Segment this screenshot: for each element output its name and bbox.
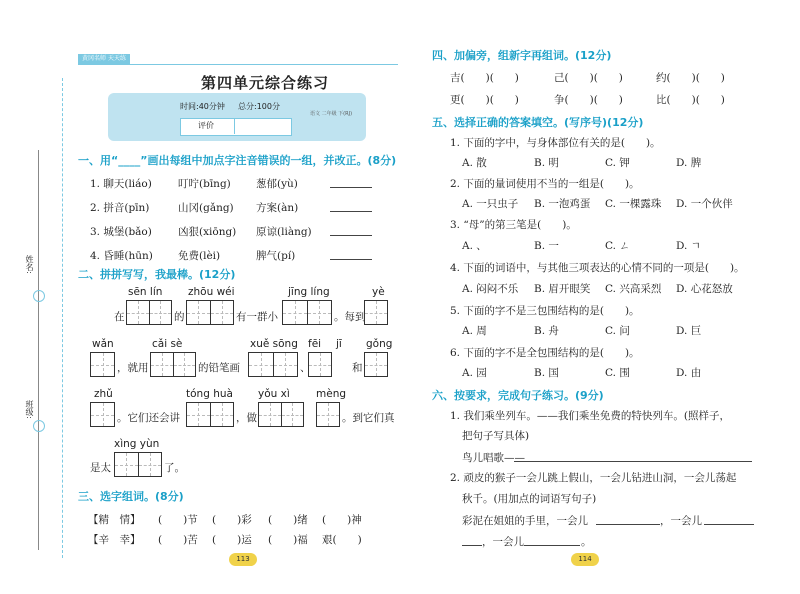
s5-option[interactable]: A. 闷闷不乐 (462, 283, 519, 295)
s6-q2-answer-line[interactable] (462, 545, 482, 546)
page-number-left: 113 (229, 553, 257, 566)
s4-cell[interactable]: 约( )( ) (656, 72, 725, 84)
s6-q2-prompt: 彩泥在姐姐的手里，一会儿 (462, 515, 588, 527)
pinyin: yǒu xì (258, 388, 290, 400)
s1-item: 叮咛(bīng) (178, 178, 231, 190)
pinyin: fēi (308, 338, 322, 350)
pinyin: zhǔ (94, 388, 113, 400)
binding-line (38, 150, 39, 550)
pinyin: tóng huà (186, 388, 233, 400)
s5-option[interactable]: C. 钾 (605, 157, 630, 169)
s1-item: 1. 聊天(liáo) (90, 178, 152, 190)
section-5-heading: 五、选择正确的答案填空。(写序号)(12分) (432, 116, 644, 129)
s5-option[interactable]: C. 兴高采烈 (605, 283, 662, 295)
s1-item: 免费(lèi) (178, 250, 221, 262)
binding-strip (20, 78, 63, 558)
header-rule (78, 64, 398, 65)
s3-cell[interactable]: ( )节 (158, 514, 198, 526)
s1-answer-line[interactable] (330, 235, 372, 236)
s5-option[interactable]: D. 巨 (676, 325, 702, 337)
s2-text: ，做 (236, 412, 257, 424)
s5-option[interactable]: A. 散 (462, 157, 487, 169)
s2-text: 在 (114, 311, 125, 323)
s3-cell[interactable]: ( )神 (322, 514, 362, 526)
s6-q2-answer-line[interactable] (524, 545, 580, 546)
s5-option[interactable]: B. 明 (534, 157, 559, 169)
header-tag: 黄冈名师 天天练 (78, 54, 130, 64)
s2-text: 和 (352, 362, 363, 374)
s1-item: 3. 城堡(bǎo) (90, 226, 152, 238)
pinyin: xìng yùn (114, 438, 160, 450)
s5-option[interactable]: A. 园 (462, 367, 487, 379)
s5-option[interactable]: D. ㄱ (676, 240, 701, 252)
writing-grid[interactable] (308, 352, 332, 377)
s1-item: 原谅(liàng) (256, 226, 312, 238)
writing-grid[interactable] (282, 300, 332, 325)
s5-option[interactable]: C. 一棵露珠 (605, 198, 662, 210)
s1-answer-line[interactable] (330, 187, 372, 188)
s5-option[interactable]: B. 一 (534, 240, 559, 252)
s2-text: 、 (300, 362, 311, 374)
s2-text: ，就用 (117, 362, 149, 374)
name-label: 姓名: (25, 255, 34, 274)
s6-q2-answer-line[interactable] (596, 524, 660, 525)
s2-text: 的铅笔画 (198, 362, 240, 374)
edition-info: 语文 二年级 下(RJ) (310, 111, 353, 117)
s1-answer-line[interactable] (330, 259, 372, 260)
s6-q1: 把句子写具体) (462, 430, 530, 442)
s3-cell: 【精 情】 (88, 514, 141, 526)
eval-divider (234, 118, 235, 134)
eval-label: 评价 (198, 121, 214, 130)
s5-option[interactable]: D. 心花怒放 (676, 283, 733, 295)
writing-grid[interactable] (364, 300, 388, 325)
s3-cell[interactable]: ( )福 (268, 534, 308, 546)
writing-grid[interactable] (316, 402, 340, 427)
s2-text: 是太 (90, 462, 111, 474)
s2-text: 。每到 (334, 311, 366, 323)
pinyin: sēn lín (128, 286, 163, 298)
pinyin: mèng (316, 388, 347, 400)
score-info: 总分:100分 (238, 102, 280, 111)
binding-hole (33, 420, 45, 432)
s5-question: 6. 下面的字不是全包围结构的是( )。 (450, 347, 640, 359)
s1-item: 山冈(gǎng) (178, 202, 234, 214)
s5-option[interactable]: B. 舟 (534, 325, 559, 337)
writing-grid[interactable] (186, 402, 234, 427)
s1-item: 4. 昏睡(hūn) (90, 250, 153, 262)
class-label: 班级: (25, 400, 34, 419)
writing-grid[interactable] (186, 300, 234, 325)
s5-option[interactable]: D. 一个伙伴 (676, 198, 733, 210)
s5-question: 3. “母”的第三笔是( )。 (450, 219, 577, 231)
section-6-heading: 六、按要求，完成句子练习。(9分) (432, 389, 604, 402)
s2-text: 。到它们真 (342, 412, 395, 424)
writing-grid[interactable] (248, 352, 298, 377)
page-title: 第四单元综合练习 (200, 74, 329, 92)
s1-item: 凶狠(xiōng) (178, 226, 237, 238)
s5-option[interactable]: D. 由 (676, 367, 702, 379)
s5-option[interactable]: A. 周 (462, 325, 487, 337)
pinyin: xuě sōng (250, 338, 298, 350)
s1-item: 2. 拼音(pīn) (90, 202, 150, 214)
pinyin: wǎn (92, 338, 114, 350)
binding-hole (33, 290, 45, 302)
time-info: 时间:40分钟 (180, 102, 225, 111)
section-3-heading: 三、选字组词。(8分) (78, 490, 184, 503)
s6-q2-prompt: ，一会儿 (660, 515, 702, 527)
writing-grid[interactable] (364, 352, 388, 377)
eval-box[interactable] (180, 118, 292, 136)
s5-option[interactable]: D. 脾 (676, 157, 702, 169)
s5-option[interactable]: B. 眉开眼笑 (534, 283, 591, 295)
pinyin: cǎi sè (152, 338, 183, 350)
s1-item: 葱郁(yù) (256, 178, 298, 190)
s3-cell[interactable]: ( )绪 (268, 514, 308, 526)
s5-question: 1. 下面的字中，与身体部位有关的是( )。 (450, 137, 661, 149)
writing-grid[interactable] (150, 352, 196, 377)
s5-option[interactable]: A. 、 (462, 240, 487, 252)
s6-q1: 1. 我们乘坐列车。——我们乘坐免费的特快列车。(照样子， (450, 410, 730, 422)
s3-cell: 【辛 幸】 (88, 534, 141, 546)
s5-question: 4. 下面的词语中，与其他三项表达的心情不同的一项是( )。 (450, 262, 745, 274)
s6-q2-prompt: 。 (581, 536, 592, 548)
s5-option[interactable]: C. ㄥ (605, 240, 630, 252)
writing-grid[interactable] (90, 352, 115, 377)
s5-option[interactable]: B. 国 (534, 367, 559, 379)
s5-option[interactable]: C. 围 (605, 367, 630, 379)
s5-question: 2. 下面的量词使用不当的一组是( )。 (450, 178, 640, 190)
writing-grid[interactable] (90, 402, 115, 427)
s2-text: 。它们还会讲 (117, 412, 180, 424)
s2-text: 的 (174, 311, 185, 323)
s4-cell[interactable]: 争( )( ) (554, 94, 623, 106)
s6-q2-answer-line[interactable] (704, 524, 754, 525)
s1-item: 脾气(pí) (256, 250, 296, 262)
section-1-heading: 一、用“____”画出每组中加点字注音错误的一组，并改正。(8分) (78, 154, 397, 167)
s3-cell[interactable]: 艰( ) (322, 534, 362, 546)
s5-question: 5. 下面的字不是三包围结构的是( )。 (450, 305, 640, 317)
pinyin: jī (336, 338, 342, 350)
page-number-right: 114 (571, 553, 599, 566)
pinyin: zhōu wéi (188, 286, 235, 298)
s6-q2: 秋千。(用加点的词语写句子) (462, 493, 597, 505)
pinyin: jīng líng (288, 286, 330, 298)
writing-grid[interactable] (114, 452, 162, 477)
s2-text: 了。 (164, 462, 185, 474)
pinyin: yè (372, 286, 385, 298)
s4-cell[interactable]: 更( )( ) (450, 94, 519, 106)
s6-q1-answer-line[interactable] (514, 461, 752, 462)
pinyin: gǒng (366, 338, 393, 350)
s5-option[interactable]: A. 一只虫子 (462, 198, 519, 210)
s3-cell[interactable]: ( )运 (212, 534, 252, 546)
writing-grid[interactable] (258, 402, 304, 427)
s6-q2-prompt: ，一会儿 (482, 536, 524, 548)
writing-grid[interactable] (126, 300, 172, 325)
section-4-heading: 四、加偏旁，组新字再组词。(12分) (432, 49, 612, 62)
section-2-heading: 二、拼拼写写，我最棒。(12分) (78, 268, 236, 281)
s4-cell[interactable]: 比( )( ) (656, 94, 725, 106)
s4-cell[interactable]: 吉( )( ) (450, 72, 519, 84)
s1-item: 方案(àn) (256, 202, 299, 214)
s4-cell[interactable]: 己( )( ) (554, 72, 623, 84)
s1-answer-line[interactable] (330, 211, 372, 212)
s2-text: 有一群小 (236, 311, 278, 323)
s5-option[interactable]: B. 一泡鸡蛋 (534, 198, 591, 210)
s3-cell[interactable]: ( )彩 (212, 514, 252, 526)
s6-q1-prompt: 鸟儿唱歌—— (462, 452, 525, 464)
s3-cell[interactable]: ( )苦 (158, 534, 198, 546)
s6-q2: 2. 顽皮的猴子一会儿跳上假山，一会儿钻进山洞，一会儿荡起 (450, 472, 737, 484)
s5-option[interactable]: C. 问 (605, 325, 630, 337)
